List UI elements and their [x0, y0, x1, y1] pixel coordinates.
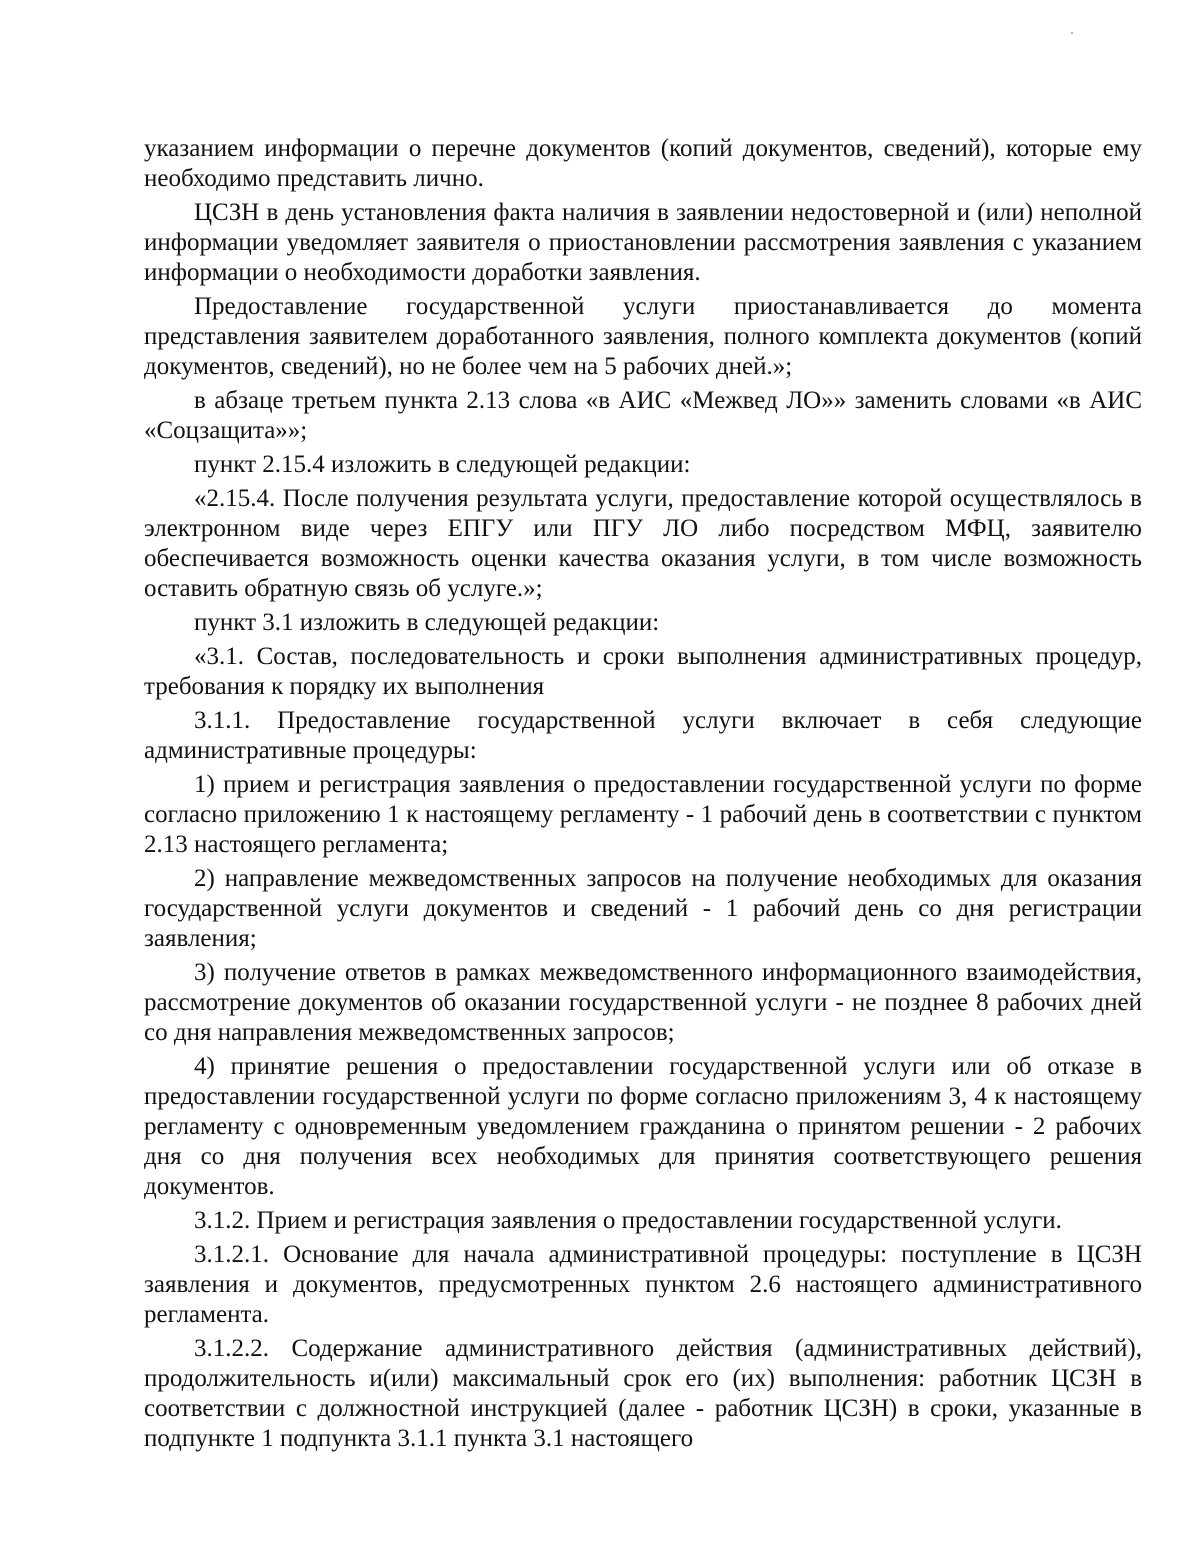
paragraph-2-15-4-text: «2.15.4. После получения результата услуги, предоставление которой осуществлялось в электронном виде через ЕПГУ или ПГУ ЛО либо посредством МФЦ, заявителю обеспечивается возможность оценки качества оказания услуги, в том числе возможность оставить обратную связь об услуге.»; [144, 485, 1142, 602]
paragraph-amendment-2-13: в абзаце третьем пункта 2.13 слова «в АИС «Межвед ЛО»» заменить словами «в АИС «Соцзащита»»; [144, 387, 1142, 444]
paragraph-continuation: указанием информации о перечне документов (копий документов, сведений), которые ему необходимо представить лично. [144, 135, 1142, 192]
list-item-4: 4) принятие решения о предоставлении государственной услуги или об отказе в предоставлении государственной услуги по форме согласно приложениям 3, 4 к настоящему регламенту с одновременным уведомлением гражданина о принятом решении - 2 рабочих дня со дня получения всех необходимых для принятия соответствующего решения документов. [144, 1053, 1142, 1200]
paragraph-3-1-heading: «3.1. Состав, последовательность и сроки выполнения административных процедур, требования к порядку их выполнения [144, 643, 1142, 700]
paragraph-3-1-2: 3.1.2. Прием и регистрация заявления о предоставлении государственной услуги. [194, 1207, 1062, 1234]
paragraph-2-15-4-intro: пункт 2.15.4 изложить в следующей редакции: [194, 451, 691, 478]
paragraph-3-1-1: 3.1.1. Предоставление государственной услуги включает в себя следующие административные процедуры: [144, 707, 1142, 764]
scan-dot [1071, 32, 1073, 34]
list-item-3: 3) получение ответов в рамках межведомственного информационного взаимодействия, рассмотрение документов об оказании государственной услуги - не позднее 8 рабочих дней со дня направления межведомственных запросов; [144, 959, 1142, 1046]
paragraph-cszn-notification: ЦСЗН в день установления факта наличия в заявлении недостоверной и (или) неполной информации уведомляет заявителя о приостановлении рассмотрения заявления с указанием информации о необходимости доработки заявления. [144, 199, 1142, 286]
list-item-2: 2) направление межведомственных запросов на получение необходимых для оказания государственной услуги документов и сведений - 1 рабочий день со дня регистрации заявления; [144, 865, 1142, 952]
paragraph-suspension: Предоставление государственной услуги приостанавливается до момента представления заявителем доработанного заявления, полного комплекта документов (копий документов, сведений), но не более чем на 5 рабочих дней.»; [144, 293, 1142, 380]
paragraph-3-1-2-1: 3.1.2.1. Основание для начала административной процедуры: поступление в ЦСЗН заявления и документов, предусмотренных пунктом 2.6 настоящего административного регламента. [144, 1241, 1142, 1328]
list-item-1: 1) прием и регистрация заявления о предоставлении государственной услуги по форме согласно приложению 1 к настоящему регламенту - 1 рабочий день в соответствии с пунктом 2.13 настоящего регламента; [144, 771, 1142, 858]
document-body [144, 134, 1142, 1458]
paragraph-3-1-intro: пункт 3.1 изложить в следующей редакции: [194, 609, 660, 636]
paragraph-3-1-2-2: 3.1.2.2. Содержание административного действия (административных действий), продолжительность и(или) максимальный срок его (их) выполнения: работник ЦСЗН в соответствии с должностной инструкцией (далее - работник ЦСЗН) в сроки, указанные в подпункте 1 подпункта 3.1.1 пункта 3.1 настоящего [144, 1335, 1142, 1452]
